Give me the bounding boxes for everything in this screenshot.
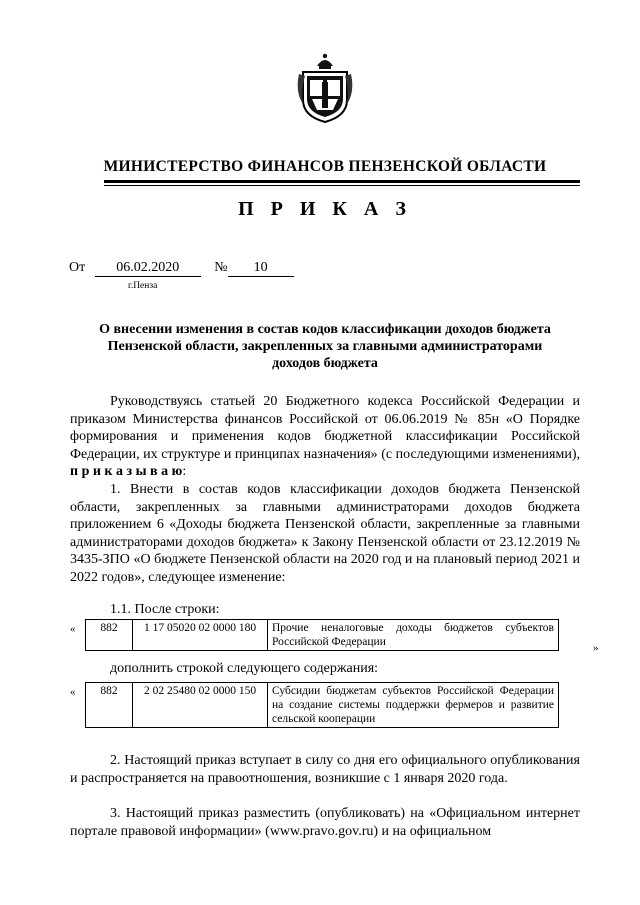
ministry-name: МИНИСТЕРСТВО ФИНАНСОВ ПЕНЗЕНСКОЙ ОБЛАСТИ: [103, 158, 547, 175]
item-1-text: 1. Внести в состав кодов классификации доходов бюджета Пензенской области, закрепленных за главными администраторами доходов бюджета приложением 6 «Доходы бюджета Пензенской области, закрепленные за главными администраторами доходов бюджета» к Закону Пензенской области от 23.12.2019 № 3435-ЗПО «О бюджете Пензенской области на 2020 год и на плановый период 2021 и 2022 годов», следующее изменение:: [70, 482, 580, 585]
admin-code-cell: 882: [86, 620, 133, 651]
new-row-table: [85, 682, 559, 728]
date-number-line: [69, 260, 294, 277]
document-title: П Р И К А З: [238, 198, 412, 220]
income-name-cell: Субсидии бюджетам субъектов Российской Федерации на создание системы поддержки фермеров и развитие сельской кооперации: [268, 683, 559, 728]
quote-open-1: «: [70, 623, 76, 635]
table-row: [86, 620, 559, 651]
quote-open-2: «: [70, 686, 76, 698]
item-3-text: 3. Настоящий приказ разместить (опубликовать) на «Официальном интернет портале правовой информации» (www.pravo.gov.ru) и на официальном: [70, 806, 580, 839]
preamble-paragraph: [70, 393, 580, 481]
item-2-text: 2. Настоящий приказ вступает в силу со дня его официального опубликования и распространяется на правоотношения, возникшие с 1 января 2020 года.: [70, 753, 580, 786]
order-colon: :: [182, 464, 187, 480]
item-1-paragraph: [70, 481, 580, 587]
order-heading: О внесении изменения в состав кодов классификации доходов бюджета Пензенской области, закрепленных за главными администраторами доходов бюджета: [99, 322, 551, 371]
preamble-text: Руководствуясь статьей 20 Бюджетного кодекса Российской Федерации и приказом Министерства финансов Российской от 06.06.2019 № 85н «О Порядке формирования и применения кодов бюджетной классификации Российской Федерации, их структуре и принципах назначения» (с последующими изменениями),: [70, 394, 580, 462]
coat-of-arms-icon: [297, 52, 353, 124]
order-number: 10: [228, 260, 294, 277]
item-1-1-label: 1.1. После строки:: [110, 602, 220, 617]
add-row-label: дополнить строкой следующего содержания:: [110, 661, 379, 676]
income-name-cell: Прочие неналоговые доходы бюджетов субъектов Российской Федерации: [268, 620, 559, 651]
order-date: 06.02.2020: [95, 260, 201, 277]
item-3-paragraph: [70, 805, 580, 840]
date-prefix: От: [69, 260, 86, 275]
existing-row-table: [85, 619, 559, 651]
header-rule-thin: [104, 185, 580, 186]
quote-close-1: »: [593, 642, 599, 654]
number-sign: №: [214, 260, 228, 275]
item-2-paragraph: [70, 752, 580, 787]
city-label: г.Пенза: [128, 281, 158, 291]
income-code-cell: 2 02 25480 02 0000 150: [133, 683, 268, 728]
admin-code-cell: 882: [86, 683, 133, 728]
header-rule-thick: [104, 180, 580, 183]
order-word: п р и к а з ы в а ю: [70, 464, 183, 480]
table-row: [86, 683, 559, 728]
income-code-cell: 1 17 05020 02 0000 180: [133, 620, 268, 651]
